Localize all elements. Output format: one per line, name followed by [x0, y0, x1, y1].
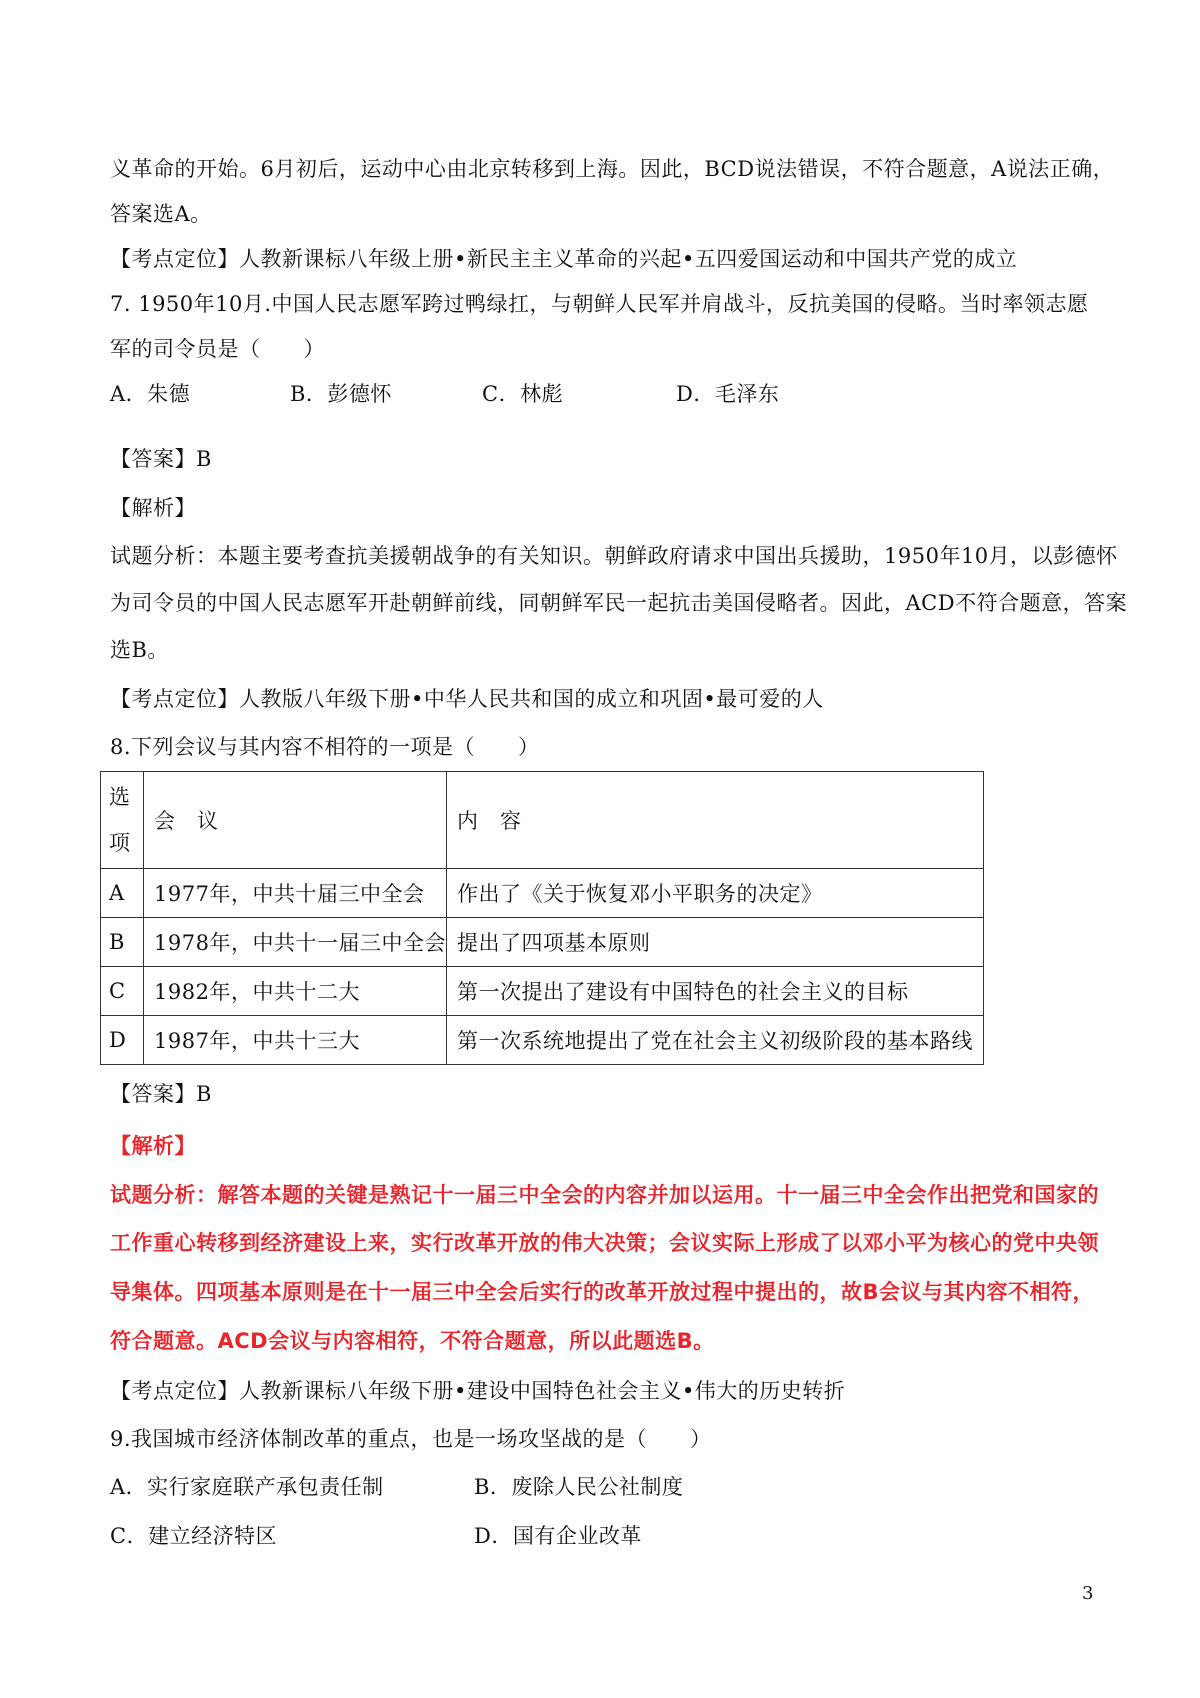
table-header-option-top: 选 — [109, 785, 131, 809]
table-cell-content: 第一次系统地提出了党在社会主义初级阶段的基本路线 — [447, 1016, 984, 1065]
table-cell-meeting: 1987年，中共十三大 — [144, 1016, 447, 1065]
q7-answer: 【答案】B — [110, 447, 212, 471]
question-7-stem: 7. 1950年10月.中国人民志愿军跨过鸭绿扛，与朝鲜人民军并肩战斗，反抗美国的侵略。当时率领志愿 — [110, 292, 1089, 316]
text-line: 义革命的开始。6月初后，运动中心由北京转移到上海。因此，BCD说法错误，不符合题意，A说法正确， — [110, 157, 1115, 181]
table-cell-option: B — [101, 918, 144, 967]
q7-analysis: 选B。 — [110, 638, 169, 662]
table-header-content: 内 容 — [447, 772, 984, 869]
table-row — [101, 869, 984, 918]
q7-option-a: A．朱德 — [110, 382, 191, 406]
table-cell-meeting: 1982年，中共十二大 — [144, 967, 447, 1016]
q8-analysis-label: 【解析】 — [110, 1134, 196, 1158]
table-header-option — [101, 772, 144, 869]
q8-analysis: 试题分析：解答本题的关键是熟记十一届三中全会的内容并加以运用。十一届三中全会作出把党和国家的 — [110, 1183, 1099, 1207]
q8-analysis: 符合题意。ACD会议与内容相符，不符合题意，所以此题选B。 — [110, 1329, 715, 1353]
q7-knowledge-point: 【考点定位】人教版八年级下册•中华人民共和国的成立和巩固•最可爱的人 — [110, 687, 824, 711]
table-row — [101, 918, 984, 967]
table-row — [101, 1016, 984, 1065]
q9-option-c: C．建立经济特区 — [110, 1524, 278, 1548]
q7-option-d: D．毛泽东 — [676, 382, 780, 406]
q7-option-c: C．林彪 — [482, 382, 564, 406]
knowledge-point: 【考点定位】人教新课标八年级上册•新民主主义革命的兴起•五四爱国运动和中国共产党的成立 — [110, 247, 1018, 271]
q8-answer: 【答案】B — [110, 1082, 212, 1106]
question-8-stem: 8.下列会议与其内容不相符的一项是（ ） — [110, 735, 540, 759]
table-header-meeting: 会 议 — [144, 772, 447, 869]
table-header-option-bottom: 项 — [109, 831, 131, 855]
q9-option-a: A．实行家庭联产承包责任制 — [110, 1475, 384, 1499]
table-row — [101, 967, 984, 1016]
table-cell-option: C — [101, 967, 144, 1016]
q7-analysis: 为司令员的中国人民志愿军开赴朝鲜前线，同朝鲜军民一起抗击美国侵略者。因此，ACD不符合题意，答案 — [110, 591, 1128, 615]
table-cell-option: A — [101, 869, 144, 918]
q8-knowledge-point: 【考点定位】人教新课标八年级下册•建设中国特色社会主义•伟大的历史转折 — [110, 1379, 846, 1403]
text-line: 答案选A。 — [110, 202, 212, 226]
q9-option-d: D．国有企业改革 — [474, 1524, 642, 1548]
q7-option-b: B．彭德怀 — [290, 382, 392, 406]
table-cell-option: D — [101, 1016, 144, 1065]
table-cell-content: 作出了《关于恢复邓小平职务的决定》 — [447, 869, 984, 918]
question-9-stem: 9.我国城市经济体制改革的重点，也是一场攻坚战的是（ ） — [110, 1427, 712, 1451]
table-cell-meeting: 1977年，中共十届三中全会 — [144, 869, 447, 918]
table-cell-meeting: 1978年，中共十一届三中全会 — [144, 918, 447, 967]
q8-table — [100, 771, 984, 1065]
q8-analysis: 工作重心转移到经济建设上来，实行改革开放的伟大决策；会议实际上形成了以邓小平为核心的党中央领 — [110, 1231, 1099, 1255]
table-cell-content: 提出了四项基本原则 — [447, 918, 984, 967]
q9-option-b: B．废除人民公社制度 — [474, 1475, 684, 1499]
q7-analysis-label: 【解析】 — [110, 496, 196, 520]
table-header-row — [101, 772, 984, 869]
q8-analysis: 导集体。四项基本原则是在十一届三中全会后实行的改革开放过程中提出的，故B会议与其内容不相符， — [110, 1280, 1095, 1304]
page-number: 3 — [1082, 1583, 1094, 1604]
table-cell-content: 第一次提出了建设有中国特色的社会主义的目标 — [447, 967, 984, 1016]
question-7-stem: 军的司令员是（ ） — [110, 337, 325, 361]
q7-analysis: 试题分析：本题主要考查抗美援朝战争的有关知识。朝鲜政府请求中国出兵援助，1950年10月，以彭德怀 — [110, 544, 1118, 568]
